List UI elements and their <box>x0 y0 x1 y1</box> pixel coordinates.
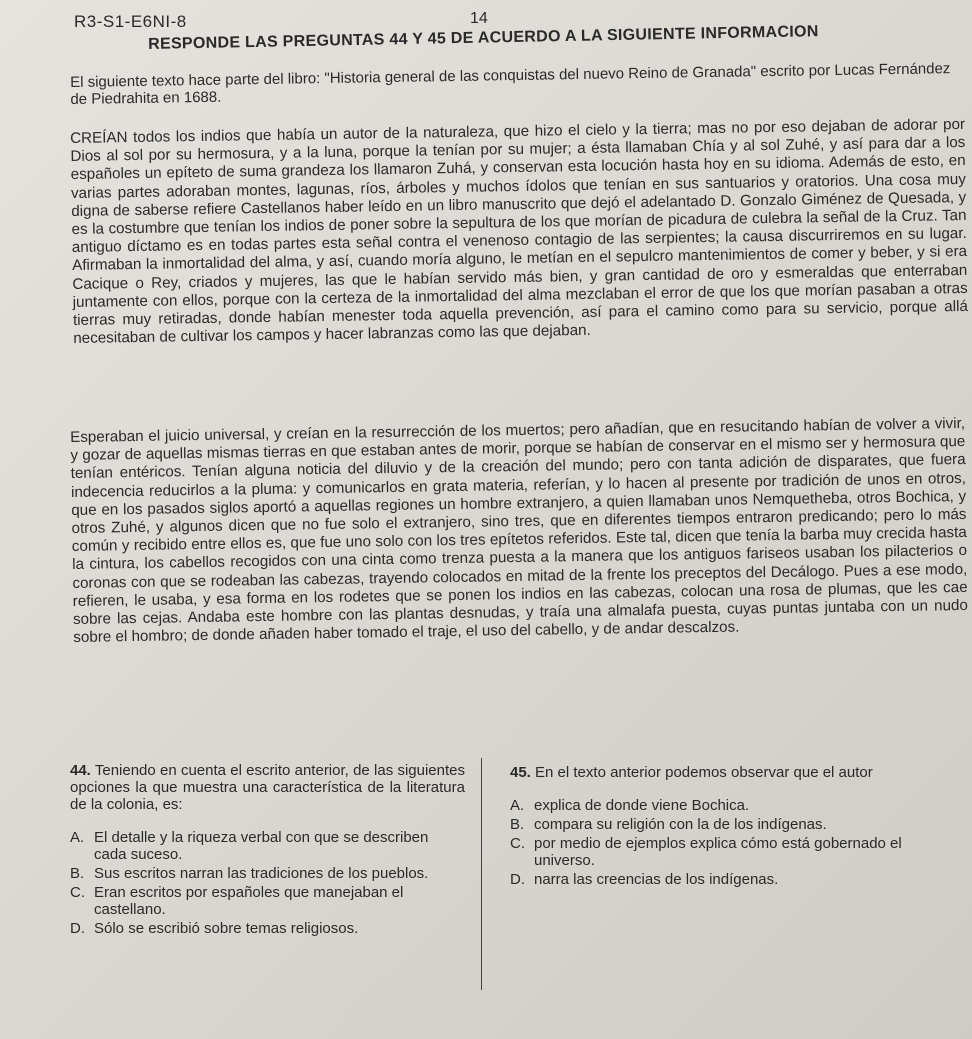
option-letter: C. <box>510 835 525 852</box>
question-45 <box>510 764 960 890</box>
answer-option-c[interactable] <box>510 835 960 869</box>
answer-option-a[interactable] <box>70 829 465 863</box>
exam-code: R3-S1-E6NI-8 <box>74 12 187 31</box>
option-text: Sus escritos narran las tradiciones de los pueblos. <box>94 865 429 882</box>
option-text: explica de donde viene Bochica. <box>534 797 750 814</box>
question-44-stem <box>70 762 465 813</box>
option-letter: D. <box>70 920 85 937</box>
option-text: por medio de ejemplos explica cómo está gobernado el universo. <box>534 835 902 869</box>
option-letter: C. <box>70 884 85 901</box>
question-text: En el texto anterior podemos observar que el autor <box>535 764 873 781</box>
instructions-heading: RESPONDE LAS PREGUNTAS 44 Y 45 DE ACUERDO A LA SIGUIENTE INFORMACION <box>148 23 819 53</box>
question-number: 44. <box>70 762 91 779</box>
reading-paragraph-2: Esperaban el juicio universal, y creían en la resurrección de los muertos; pero añadían, que en resucitando habían de volver a vivir, y gozar de aquellas mismas tierras en que estaban antes de morir, porque se habían de conservar en el mismo ser y hermosura que tenían entéricos. Tenían alguna noticia del diluvio y de la creación del mundo; pero con tanta adición de disparates, que fuera indecencia reducirlos a la pluma: y comunicarlos en grata materia, referían, y lo hacen al presente por tradición de unos en otros, que en los pasados siglos aportó a aquellas regiones un hombre extranjero, a quien llamaban unos Nemquetheba, otros Bochica, y otros Zuhé, y algunos dicen que no fue solo el extranjero, sino tres, que en diferentes tiempos entraron predicando; pero lo más común y recibido entre ellos es, que fue uno solo con los tres epítetos referidos. Este tal, dicen que tenía la barba muy crecida hasta la cintura, los cabellos recogidos con una cinta como trenza puesta a la manera que los antiguos fariseos usaban los pilacterios o coronas con que se rodeaban las cabezas, trayendo colocados en mitad de la frente los preceptos del Decálogo. Pues a ese modo, refieren, le usaba, y esa forma en los rodetes que se ponen los indios en las cabezas, colocan una rosa de plumas, que les cae sobre las cejas. Andaba este hombre con las plantas desnudas, y traía una almalafa puesta, cuyas puntas juntaba con un nudo sobre el hombro; de donde añaden haber tomado el traje, el uso del cabello, y de andar descalzos. <box>70 414 969 647</box>
option-letter: B. <box>70 865 85 882</box>
option-text: compara su religión con la de los indígenas. <box>534 816 827 833</box>
option-letter: B. <box>510 816 525 833</box>
option-text: Eran escritos por españoles que manejaban el castellano. <box>94 884 404 918</box>
option-text: narra las creencias de los indígenas. <box>534 871 779 888</box>
option-letter: D. <box>510 871 525 888</box>
question-45-stem <box>510 764 960 781</box>
option-text: El detalle y la riqueza verbal con que se describen cada suceso. <box>94 829 429 863</box>
option-text: Sólo se escribió sobre temas religiosos. <box>94 920 359 937</box>
column-divider <box>481 758 482 990</box>
question-number: 45. <box>510 764 531 781</box>
question-44 <box>70 762 465 939</box>
question-text: Teniendo en cuenta el escrito anterior, de las siguientes opciones la que muestra una característica de la literatura de la colonia, es: <box>70 762 465 813</box>
answer-option-c[interactable] <box>70 884 465 918</box>
answer-option-a[interactable] <box>510 797 960 814</box>
answer-option-d[interactable] <box>70 920 465 937</box>
option-letter: A. <box>70 829 85 846</box>
page-number: 14 <box>470 10 488 27</box>
reading-paragraph-1: CREÍAN todos los indios que había un autor de la naturaleza, que hizo el cielo y la tierra; mas no por eso dejaban de adorar por Dios al sol por su hermosura, y a la luna, porque la tenían por su mujer; a ésta llamaban Chía y al sol Zuhé, y así para dar a los españoles un epíteto de suma grandeza los llamaron Zuhá, y conservan esta locución hasta hoy en su idioma. Además de esto, en varias partes adoraban montes, lagunas, ríos, árboles y muchos ídolos que tenían en sus santuarios y oratorios. Una cosa muy digna de saberse refiere Castellanos haber leído en un libro manuscrito que dejó el adelantado D. Gonzalo Giménez de Quesada, y es la costumbre que tenían los indios de poner sobre la sepultura de los que morían de picadura de culebra la señal de la Cruz. Tan antiguo díctamo es en todas partes esta señal contra el venenoso contagio de las serpientes; la causa discurriremos en su lugar. Afirmaban la inmortalidad del alma, y así, cuando moría alguno, le metían en el sepulcro mantenimientos de comer y beber, y si era Cacique o Rey, criados y mujeres, las que le habían servido más bien, y gran cantidad de oro y esmeraldas que enterraban juntamente con ellos, porque con la certeza de la inmortalidad del alma mezclaban el error de que los que morían pasaban a otras tierras muy retiradas, donde habían menester toda aquella prevención, así para el camino como para su servicio, porque allá necesitaban de cultivar los campos y hacer labranzas como las que dejaban. <box>70 115 969 348</box>
answer-option-b[interactable] <box>510 816 960 833</box>
source-intro: El siguiente texto hace parte del libro: "Historia general de las conquistas del nuevo Reino de Granada" escrito por Lucas Fernández de Piedrahita en 1688. <box>70 60 951 108</box>
answer-option-d[interactable] <box>510 871 960 888</box>
answer-option-b[interactable] <box>70 865 465 882</box>
option-letter: A. <box>510 797 525 814</box>
